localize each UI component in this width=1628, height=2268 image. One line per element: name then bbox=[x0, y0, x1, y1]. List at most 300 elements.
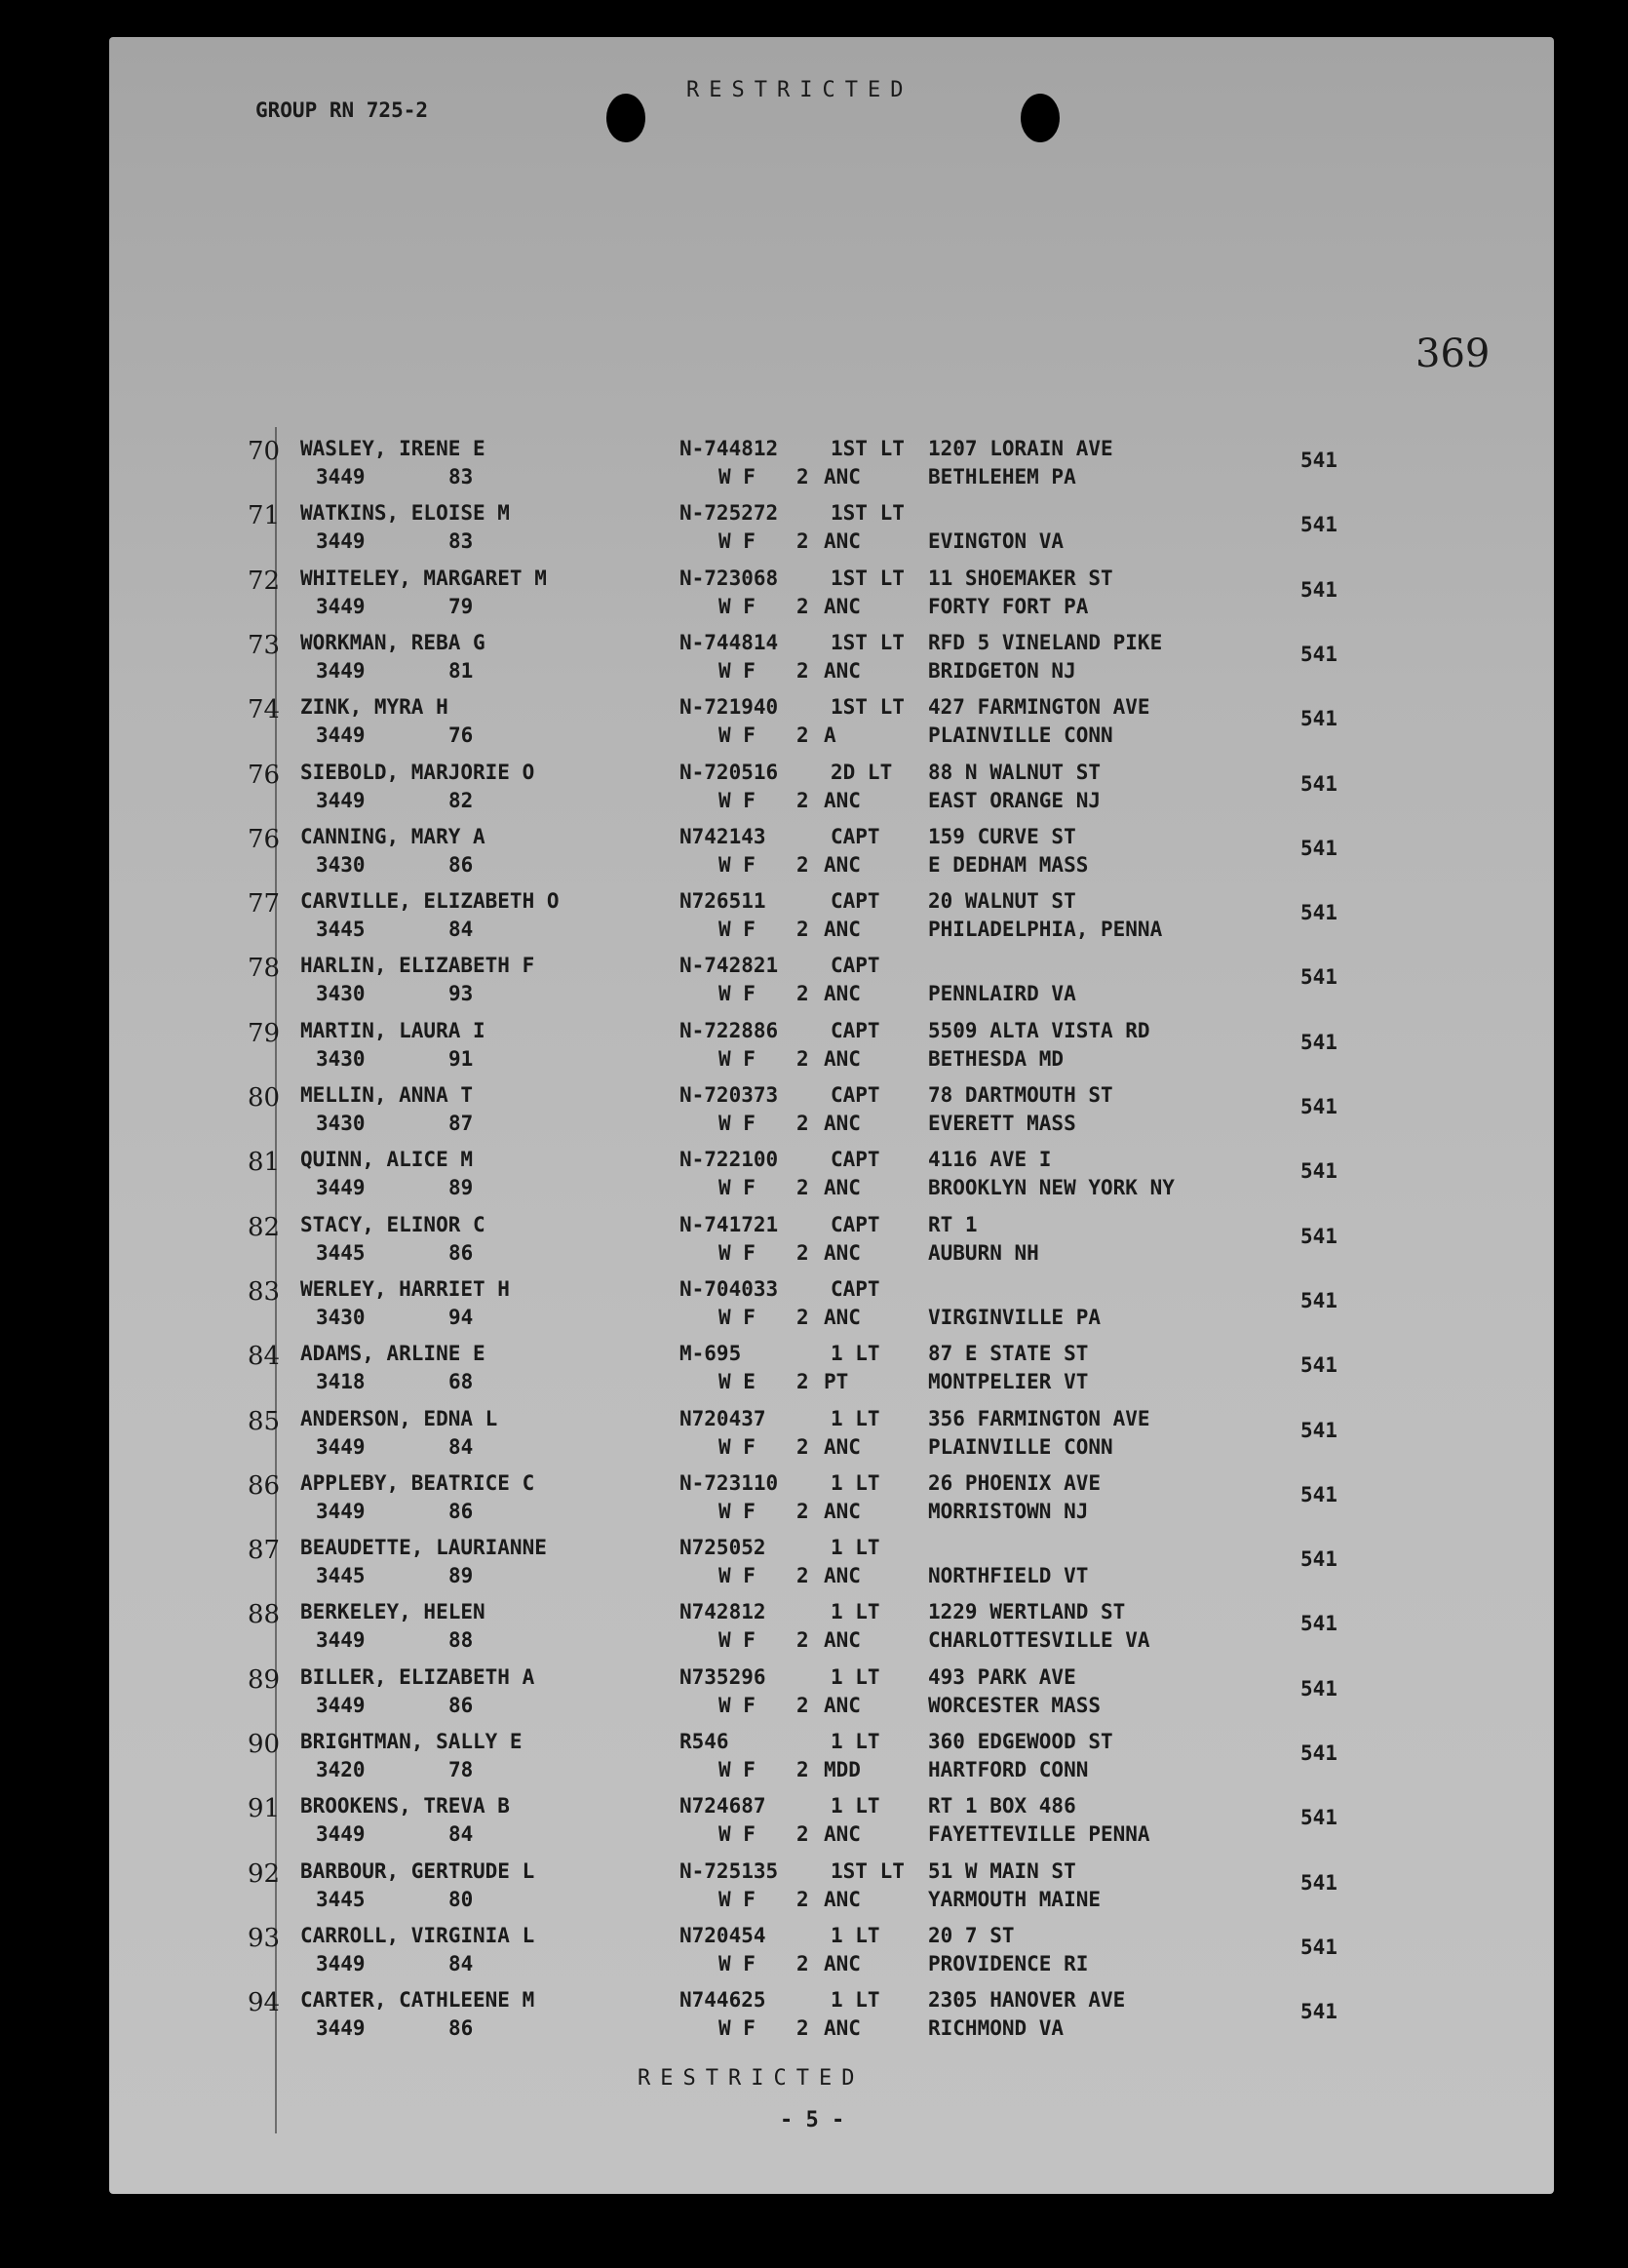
entry-serial: N735296 bbox=[679, 1664, 766, 1689]
entry-branch: ANC bbox=[824, 1240, 861, 1265]
punch-hole-right bbox=[1021, 94, 1060, 142]
entry-number: 91 bbox=[248, 1794, 281, 1824]
entry-name: QUINN, ALICE M bbox=[300, 1148, 474, 1172]
entry-branch: ANC bbox=[824, 1887, 861, 1911]
entry-num: 2 bbox=[796, 1370, 809, 1394]
entry-serial: N726511 bbox=[679, 889, 766, 914]
entry-address-line1: 1207 LORAIN AVE bbox=[928, 437, 1113, 460]
entry-num: 2 bbox=[796, 594, 809, 618]
entry-branch: ANC bbox=[824, 2016, 861, 2041]
entry-num: 2 bbox=[796, 1305, 809, 1329]
entry-num: 2 bbox=[796, 2016, 809, 2041]
entry-race-sex: W F bbox=[718, 1176, 756, 1200]
entry-name: MARTIN, LAURA I bbox=[300, 1018, 485, 1042]
entry-num: 2 bbox=[796, 658, 809, 683]
entry-code: 3449 bbox=[316, 723, 366, 748]
entry-number: 78 bbox=[248, 954, 281, 984]
entry-branch: ANC bbox=[824, 982, 861, 1006]
entry-unit: 541 bbox=[1300, 1159, 1337, 1184]
entry-score: 83 bbox=[448, 529, 474, 554]
entry-name: WHITELEY, MARGARET M bbox=[300, 566, 547, 590]
entry-rank: 1ST LT bbox=[831, 501, 905, 526]
entry-number: 92 bbox=[248, 1858, 281, 1889]
entry-address-line1: 51 W MAIN ST bbox=[928, 1858, 1076, 1883]
entry-branch: ANC bbox=[824, 918, 861, 942]
entry-address-line2: NORTHFIELD VT bbox=[928, 1564, 1089, 1588]
entry-number: 73 bbox=[248, 630, 281, 660]
entry-address-line1: 493 PARK AVE bbox=[928, 1664, 1076, 1689]
entry-address-line1: 159 CURVE ST bbox=[928, 824, 1076, 848]
entry-name: WATKINS, ELOISE M bbox=[300, 501, 510, 526]
entry-code: 3449 bbox=[316, 594, 366, 618]
entry-unit: 541 bbox=[1300, 1676, 1337, 1701]
entry-race-sex: W F bbox=[718, 1887, 756, 1911]
entry-race-sex: W F bbox=[718, 982, 756, 1006]
entry-name: SIEBOLD, MARJORIE O bbox=[300, 760, 535, 784]
entry-name: WERLEY, HARRIET H bbox=[300, 1276, 510, 1301]
entry-address-line1: 88 N WALNUT ST bbox=[928, 760, 1102, 784]
entry-address-line1: 26 PHOENIX AVE bbox=[928, 1470, 1102, 1495]
entry-address-line2: EAST ORANGE NJ bbox=[928, 788, 1102, 812]
entry-branch: A bbox=[824, 723, 836, 748]
entry-race-sex: W F bbox=[718, 723, 756, 748]
entry-number: 89 bbox=[248, 1664, 281, 1695]
entry-code: 3430 bbox=[316, 982, 366, 1006]
entry-address-line1: 1229 WERTLAND ST bbox=[928, 1600, 1126, 1624]
entry-num: 2 bbox=[796, 1499, 809, 1523]
entry-rank: CAPT bbox=[831, 824, 880, 848]
entry-number: 86 bbox=[248, 1470, 281, 1501]
entry-code: 3449 bbox=[316, 1951, 366, 1975]
entry-num: 2 bbox=[796, 1758, 809, 1781]
entry-num: 2 bbox=[796, 788, 809, 812]
entry-address-line2: BETHLEHEM PA bbox=[928, 465, 1076, 489]
entry-address-line1: 11 SHOEMAKER ST bbox=[928, 566, 1113, 590]
entry-serial: N-723068 bbox=[679, 566, 779, 590]
entry-name: CARROLL, VIRGINIA L bbox=[300, 1923, 535, 1947]
entry-code: 3449 bbox=[316, 465, 366, 489]
entry-num: 2 bbox=[796, 1112, 809, 1135]
entry-branch: ANC bbox=[824, 1564, 861, 1588]
entry-unit: 541 bbox=[1300, 1224, 1337, 1248]
entry-race-sex: W F bbox=[718, 1046, 756, 1071]
entry-race-sex: W F bbox=[718, 1499, 756, 1523]
entry-address-line1: RT 1 BOX 486 bbox=[928, 1794, 1076, 1818]
entry-race-sex: W F bbox=[718, 1564, 756, 1588]
entry-num: 2 bbox=[796, 529, 809, 554]
entry-rank: 1 LT bbox=[831, 1988, 880, 2013]
entry-number: 76 bbox=[248, 824, 281, 854]
entry-address-line2: MONTPELIER VT bbox=[928, 1370, 1089, 1394]
entry-name: APPLEBY, BEATRICE C bbox=[300, 1470, 535, 1495]
entry-address-line2: PENNLAIRD VA bbox=[928, 982, 1076, 1006]
entry-race-sex: W E bbox=[718, 1370, 756, 1394]
entry-code: 3430 bbox=[316, 1112, 366, 1135]
entry-name: BILLER, ELIZABETH A bbox=[300, 1664, 535, 1689]
entry-unit: 541 bbox=[1300, 577, 1337, 602]
entry-address-line2: PLAINVILLE CONN bbox=[928, 723, 1113, 748]
entry-serial: N-741721 bbox=[679, 1212, 779, 1236]
entry-serial: N742143 bbox=[679, 824, 766, 848]
entry-serial: N-742821 bbox=[679, 954, 779, 978]
entry-score: 81 bbox=[448, 658, 474, 683]
entry-name: BEAUDETTE, LAURIANNE bbox=[300, 1536, 547, 1560]
entry-branch: ANC bbox=[824, 1951, 861, 1975]
entry-score: 84 bbox=[448, 1951, 474, 1975]
entry-serial: N-744814 bbox=[679, 630, 779, 654]
entry-name: WASLEY, IRENE E bbox=[300, 437, 485, 460]
entry-address-line2: EVERETT MASS bbox=[928, 1112, 1076, 1135]
entry-score: 80 bbox=[448, 1887, 474, 1911]
entry-rank: CAPT bbox=[831, 1148, 880, 1172]
entry-address-line1: 2305 HANOVER AVE bbox=[928, 1988, 1126, 2013]
entry-unit: 541 bbox=[1300, 1418, 1337, 1442]
entry-number: 90 bbox=[248, 1730, 281, 1759]
entry-code: 3445 bbox=[316, 1887, 366, 1911]
entry-number: 70 bbox=[248, 437, 281, 466]
entry-address-line1: 78 DARTMOUTH ST bbox=[928, 1083, 1113, 1107]
entry-score: 84 bbox=[448, 918, 474, 942]
entry-branch: ANC bbox=[824, 529, 861, 554]
entry-score: 86 bbox=[448, 852, 474, 877]
entry-name: HARLIN, ELIZABETH F bbox=[300, 954, 535, 978]
entry-number: 77 bbox=[248, 889, 281, 919]
entry-score: 89 bbox=[448, 1564, 474, 1588]
entry-name: CANNING, MARY A bbox=[300, 824, 485, 848]
entry-race-sex: W F bbox=[718, 852, 756, 877]
entry-unit: 541 bbox=[1300, 1288, 1337, 1312]
entry-rank: 1 LT bbox=[831, 1470, 880, 1495]
entry-unit: 541 bbox=[1300, 1482, 1337, 1506]
entry-serial: N720437 bbox=[679, 1406, 766, 1430]
entry-address-line1: 20 WALNUT ST bbox=[928, 889, 1076, 914]
entry-race-sex: W F bbox=[718, 1951, 756, 1975]
entry-branch: ANC bbox=[824, 658, 861, 683]
entry-number: 87 bbox=[248, 1536, 281, 1566]
entry-serial: N-723110 bbox=[679, 1470, 779, 1495]
entry-num: 2 bbox=[796, 982, 809, 1006]
entry-num: 2 bbox=[796, 1887, 809, 1911]
entry-unit: 541 bbox=[1300, 1870, 1337, 1895]
entry-rank: 1ST LT bbox=[831, 1858, 905, 1883]
entry-race-sex: W F bbox=[718, 2016, 756, 2041]
entry-branch: ANC bbox=[824, 1628, 861, 1653]
entry-score: 91 bbox=[448, 1046, 474, 1071]
entry-unit: 541 bbox=[1300, 965, 1337, 990]
entry-branch: ANC bbox=[824, 1176, 861, 1200]
entry-score: 84 bbox=[448, 1822, 474, 1847]
entry-unit: 541 bbox=[1300, 1095, 1337, 1118]
entry-branch: ANC bbox=[824, 852, 861, 877]
entry-score: 68 bbox=[448, 1370, 474, 1394]
entry-rank: CAPT bbox=[831, 889, 880, 914]
entry-branch: ANC bbox=[824, 1046, 861, 1071]
entry-number: 82 bbox=[248, 1212, 281, 1242]
entry-num: 2 bbox=[796, 852, 809, 877]
entry-name: BROOKENS, TREVA B bbox=[300, 1794, 510, 1818]
entry-address-line2: BETHESDA MD bbox=[928, 1046, 1065, 1071]
entry-code: 3420 bbox=[316, 1758, 366, 1781]
entry-code: 3430 bbox=[316, 852, 366, 877]
entry-score: 82 bbox=[448, 788, 474, 812]
entry-serial: N-721940 bbox=[679, 695, 779, 720]
entry-name: ANDERSON, EDNA L bbox=[300, 1406, 498, 1430]
entry-unit: 541 bbox=[1300, 1741, 1337, 1765]
entry-score: 78 bbox=[448, 1758, 474, 1781]
entry-branch: ANC bbox=[824, 788, 861, 812]
entry-rank: 2D LT bbox=[831, 760, 893, 784]
entry-unit: 541 bbox=[1300, 1935, 1337, 1959]
entry-rank: CAPT bbox=[831, 954, 880, 978]
entry-address-line2: BRIDGETON NJ bbox=[928, 658, 1076, 683]
entry-name: ZINK, MYRA H bbox=[300, 695, 448, 720]
entry-score: 87 bbox=[448, 1112, 474, 1135]
entry-score: 86 bbox=[448, 1499, 474, 1523]
entry-address-line1: 4116 AVE I bbox=[928, 1148, 1052, 1172]
entry-serial: N-725272 bbox=[679, 501, 779, 526]
entry-rank: CAPT bbox=[831, 1276, 880, 1301]
page-footer-number: - 5 - bbox=[780, 2108, 845, 2132]
entry-address-line2: FAYETTEVILLE PENNA bbox=[928, 1822, 1150, 1847]
entry-branch: ANC bbox=[824, 1693, 861, 1717]
entry-address-line2: MORRISTOWN NJ bbox=[928, 1499, 1089, 1523]
restricted-header: RESTRICTED bbox=[686, 78, 913, 102]
entry-branch: ANC bbox=[824, 1112, 861, 1135]
entry-serial: N-722100 bbox=[679, 1148, 779, 1172]
entry-score: 89 bbox=[448, 1176, 474, 1200]
entry-unit: 541 bbox=[1300, 1547, 1337, 1572]
entry-address-line2: RICHMOND VA bbox=[928, 2016, 1065, 2041]
entry-code: 3449 bbox=[316, 2016, 366, 2041]
entry-branch: MDD bbox=[824, 1758, 861, 1781]
entry-address-line2: CHARLOTTESVILLE VA bbox=[928, 1628, 1150, 1653]
entry-branch: ANC bbox=[824, 1305, 861, 1329]
entry-score: 86 bbox=[448, 1693, 474, 1717]
entry-num: 2 bbox=[796, 1951, 809, 1975]
entry-num: 2 bbox=[796, 1434, 809, 1459]
restricted-footer: RESTRICTED bbox=[638, 2066, 865, 2091]
entry-score: 88 bbox=[448, 1628, 474, 1653]
page-number: 369 bbox=[1415, 332, 1491, 376]
entry-rank: CAPT bbox=[831, 1018, 880, 1042]
entry-address-line2: FORTY FORT PA bbox=[928, 594, 1089, 618]
entry-score: 83 bbox=[448, 465, 474, 489]
entry-address-line1: 5509 ALTA VISTA RD bbox=[928, 1018, 1150, 1042]
entry-score: 84 bbox=[448, 1434, 474, 1459]
entry-code: 3449 bbox=[316, 788, 366, 812]
entry-rank: 1ST LT bbox=[831, 566, 905, 590]
entry-branch: PT bbox=[824, 1370, 849, 1394]
entry-rank: 1ST LT bbox=[831, 437, 905, 460]
entry-score: 93 bbox=[448, 982, 474, 1006]
entry-name: BERKELEY, HELEN bbox=[300, 1600, 485, 1624]
entry-address-line2: EVINGTON VA bbox=[928, 529, 1065, 554]
entry-address-line1: 427 FARMINGTON AVE bbox=[928, 695, 1150, 720]
entry-branch: ANC bbox=[824, 1822, 861, 1847]
entry-code: 3449 bbox=[316, 1693, 366, 1717]
entry-serial: N-744812 bbox=[679, 437, 779, 460]
entry-serial: N-720373 bbox=[679, 1083, 779, 1107]
entry-address-line1: 360 EDGEWOOD ST bbox=[928, 1730, 1113, 1753]
entry-address-line2: WORCESTER MASS bbox=[928, 1693, 1102, 1717]
entry-unit: 541 bbox=[1300, 449, 1337, 472]
entry-unit: 541 bbox=[1300, 771, 1337, 796]
entry-num: 2 bbox=[796, 918, 809, 942]
entry-serial: N720454 bbox=[679, 1923, 766, 1947]
entry-name: CARTER, CATHLEENE M bbox=[300, 1988, 535, 2013]
entry-race-sex: W F bbox=[718, 1240, 756, 1265]
entry-num: 2 bbox=[796, 723, 809, 748]
entry-name: BARBOUR, GERTRUDE L bbox=[300, 1858, 535, 1883]
entry-score: 79 bbox=[448, 594, 474, 618]
entry-number: 79 bbox=[248, 1018, 281, 1048]
entry-race-sex: W F bbox=[718, 658, 756, 683]
entry-unit: 541 bbox=[1300, 707, 1337, 731]
entry-code: 3449 bbox=[316, 1434, 366, 1459]
entry-race-sex: W F bbox=[718, 1822, 756, 1847]
entry-unit: 541 bbox=[1300, 1612, 1337, 1636]
entry-unit: 541 bbox=[1300, 2000, 1337, 2024]
entry-address-line1: RT 1 bbox=[928, 1212, 978, 1236]
entry-number: 80 bbox=[248, 1083, 281, 1113]
entry-code: 3449 bbox=[316, 529, 366, 554]
entry-num: 2 bbox=[796, 1822, 809, 1847]
entry-unit: 541 bbox=[1300, 901, 1337, 925]
entry-serial: N724687 bbox=[679, 1794, 766, 1818]
entry-num: 2 bbox=[796, 465, 809, 489]
entry-unit: 541 bbox=[1300, 1806, 1337, 1830]
entry-code: 3445 bbox=[316, 1240, 366, 1265]
entry-unit: 541 bbox=[1300, 513, 1337, 537]
entry-race-sex: W F bbox=[718, 1434, 756, 1459]
entry-number: 83 bbox=[248, 1276, 281, 1307]
entry-num: 2 bbox=[796, 1693, 809, 1717]
entry-race-sex: W F bbox=[718, 594, 756, 618]
entry-number: 84 bbox=[248, 1342, 281, 1372]
entry-num: 2 bbox=[796, 1176, 809, 1200]
entry-number: 88 bbox=[248, 1600, 281, 1630]
entry-score: 86 bbox=[448, 1240, 474, 1265]
group-header: GROUP RN 725-2 bbox=[255, 98, 429, 122]
entry-address-line2: HARTFORD CONN bbox=[928, 1758, 1089, 1781]
entry-serial: N-704033 bbox=[679, 1276, 779, 1301]
entry-branch: ANC bbox=[824, 594, 861, 618]
entry-name: BRIGHTMAN, SALLY E bbox=[300, 1730, 523, 1753]
entry-code: 3449 bbox=[316, 1822, 366, 1847]
entry-race-sex: W F bbox=[718, 1758, 756, 1781]
entry-serial: N-725135 bbox=[679, 1858, 779, 1883]
entry-code: 3445 bbox=[316, 918, 366, 942]
entry-number: 85 bbox=[248, 1406, 281, 1436]
entry-rank: 1 LT bbox=[831, 1406, 880, 1430]
entry-address-line1: 20 7 ST bbox=[928, 1923, 1015, 1947]
entry-name: STACY, ELINOR C bbox=[300, 1212, 485, 1236]
entry-serial: N744625 bbox=[679, 1988, 766, 2013]
entry-code: 3449 bbox=[316, 1499, 366, 1523]
entry-branch: ANC bbox=[824, 1434, 861, 1459]
entry-address-line2: YARMOUTH MAINE bbox=[928, 1887, 1102, 1911]
entry-race-sex: W F bbox=[718, 529, 756, 554]
entry-address-line2: PROVIDENCE RI bbox=[928, 1951, 1089, 1975]
entry-serial: N725052 bbox=[679, 1536, 766, 1560]
entry-score: 76 bbox=[448, 723, 474, 748]
entry-num: 2 bbox=[796, 1628, 809, 1653]
entry-address-line2: PLAINVILLE CONN bbox=[928, 1434, 1113, 1459]
entry-serial: N-722886 bbox=[679, 1018, 779, 1042]
entry-address-line1: 87 E STATE ST bbox=[928, 1342, 1089, 1366]
entry-number: 94 bbox=[248, 1988, 281, 2018]
entry-address-line2: VIRGINVILLE PA bbox=[928, 1305, 1102, 1329]
entry-score: 86 bbox=[448, 2016, 474, 2041]
entry-code: 3430 bbox=[316, 1046, 366, 1071]
entry-rank: 1 LT bbox=[831, 1923, 880, 1947]
entry-num: 2 bbox=[796, 1240, 809, 1265]
entry-name: CARVILLE, ELIZABETH O bbox=[300, 889, 560, 914]
entry-unit: 541 bbox=[1300, 1030, 1337, 1054]
entry-address-line1: RFD 5 VINELAND PIKE bbox=[928, 630, 1163, 654]
entry-address-line2: E DEDHAM MASS bbox=[928, 852, 1089, 877]
entry-rank: 1 LT bbox=[831, 1794, 880, 1818]
entry-address-line1: 356 FARMINGTON AVE bbox=[928, 1406, 1150, 1430]
entry-rank: 1ST LT bbox=[831, 695, 905, 720]
entry-race-sex: W F bbox=[718, 918, 756, 942]
entry-code: 3445 bbox=[316, 1564, 366, 1588]
entry-unit: 541 bbox=[1300, 1353, 1337, 1378]
entry-address-line2: AUBURN NH bbox=[928, 1240, 1039, 1265]
entry-race-sex: W F bbox=[718, 1628, 756, 1653]
entry-number: 76 bbox=[248, 760, 281, 790]
entry-race-sex: W F bbox=[718, 465, 756, 489]
entry-rank: 1 LT bbox=[831, 1536, 880, 1560]
entry-code: 3449 bbox=[316, 1176, 366, 1200]
entry-rank: 1 LT bbox=[831, 1664, 880, 1689]
entry-number: 71 bbox=[248, 501, 281, 531]
entry-name: WORKMAN, REBA G bbox=[300, 630, 485, 654]
entry-rank: CAPT bbox=[831, 1083, 880, 1107]
entry-address-line2: PHILADELPHIA, PENNA bbox=[928, 918, 1163, 942]
entry-score: 94 bbox=[448, 1305, 474, 1329]
entry-serial: N-720516 bbox=[679, 760, 779, 784]
entry-race-sex: W F bbox=[718, 1693, 756, 1717]
entry-rank: 1 LT bbox=[831, 1730, 880, 1753]
entry-branch: ANC bbox=[824, 465, 861, 489]
entry-rank: 1 LT bbox=[831, 1342, 880, 1366]
entry-unit: 541 bbox=[1300, 642, 1337, 666]
entry-unit: 541 bbox=[1300, 836, 1337, 860]
entry-rank: CAPT bbox=[831, 1212, 880, 1236]
entry-branch: ANC bbox=[824, 1499, 861, 1523]
entry-serial: M-695 bbox=[679, 1342, 742, 1366]
entry-address-line2: BROOKLYN NEW YORK NY bbox=[928, 1176, 1175, 1200]
entry-code: 3449 bbox=[316, 1628, 366, 1653]
entry-number: 72 bbox=[248, 566, 281, 596]
entry-number: 93 bbox=[248, 1923, 281, 1953]
entry-serial: N742812 bbox=[679, 1600, 766, 1624]
entry-serial: R546 bbox=[679, 1730, 729, 1753]
entry-code: 3430 bbox=[316, 1305, 366, 1329]
entry-name: ADAMS, ARLINE E bbox=[300, 1342, 485, 1366]
entry-num: 2 bbox=[796, 1046, 809, 1071]
entry-name: MELLIN, ANNA T bbox=[300, 1083, 474, 1107]
entry-number: 81 bbox=[248, 1148, 281, 1178]
entry-rank: 1 LT bbox=[831, 1600, 880, 1624]
entry-race-sex: W F bbox=[718, 1305, 756, 1329]
entry-number: 74 bbox=[248, 695, 281, 725]
entry-code: 3418 bbox=[316, 1370, 366, 1394]
entry-race-sex: W F bbox=[718, 788, 756, 812]
document-page bbox=[109, 37, 1554, 2194]
entry-rank: 1ST LT bbox=[831, 630, 905, 654]
